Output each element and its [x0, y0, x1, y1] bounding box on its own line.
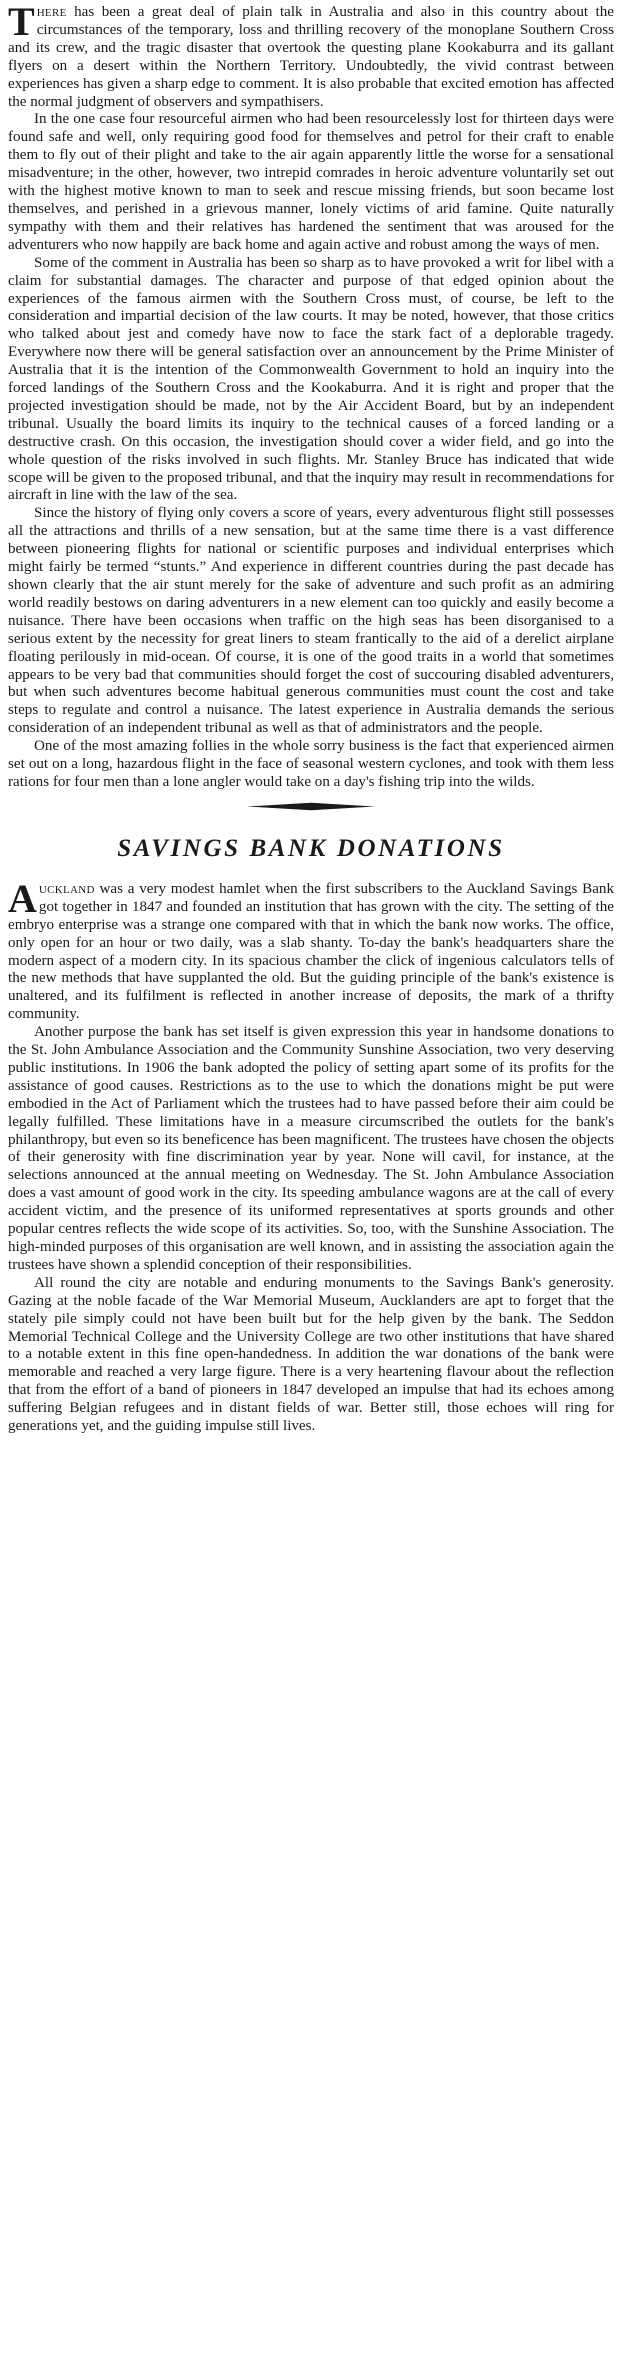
article-paragraph: All round the city are notable and enduring monuments to the Savings Bank's generosity. Gazing at the noble facade of the War Memorial Museum, Aucklanders are apt to forget that the stately pile simply could not have been built but for the help given by the bank. The Seddon Memorial Technical College and the University College are two other institutions that have shared to a notable extent in this fine open-handedness. In addition the war donations of the bank were memorable and reached a very large figure. There is a very heartening flavour about the reflection that from the effort of a band of pioneers in 1847 developed an impulse that had its echoes among suffering Belgian refugees and in distant fields of war. Better still, those echoes will ring for generations yet, and the guiding impulse still lives.: [8, 1274, 614, 1435]
paragraph-text: was a very modest hamlet when the first subscribers to the Auckland Savings Bank got together in 1847 and founded an institution that has grown with the city. The setting of the embryo enterprise was a strange one compared with that in which the bank now works. The office, only open for an hour or two daily, was a slab shanty. To-day the bank's headquarters share the modern aspect of a modern city. In its spacious chamber the click of ingenious calculators tells of the new methods that have supplanted the old. But the guiding principle of the bank's existence is unaltered, and its fulfilment is reflected in another increase of deposits, the mark of a thrifty community.: [8, 880, 614, 1023]
article-paragraph: Some of the comment in Australia has been so sharp as to have provoked a writ for libel with a claim for substantial damages. The character and purpose of that edged opinion about the experiences of the famous airmen with the Southern Cross must, of course, be left to the consideration and impartial decision of the law courts. It may be noted, however, that those critics who talked about jest and comedy have now to face the stark fact of a deplorable tragedy. Everywhere now there will be general satisfaction over an announcement by the Prime Minister of Australia that it is the intention of the Commonwealth Government to hold an inquiry into the forced landings of the Southern Cross and the Kookaburra. And it is right and proper that the projected investigation should be made, not by the Air Accident Board, but by an independent tribunal. Usually the board limits its inquiry to the technical causes of a forced landing or a destructive crash. On this occasion, the investigation should cover a wider field, and go into the whole question of the risks involved in such flights. Mr. Stanley Bruce has indicated that wide scope will be given to the proposed tribunal, and that the inquiry may result in recommendations for aircraft in line with the law of the sea.: [8, 254, 614, 504]
article-paragraph: [8, 0, 614, 111]
article-aviation-inquiry: [8, 0, 614, 792]
paragraph-text: has been a great deal of plain talk in Australia and also in this country about the circumstances of the temporary, loss and thrilling recovery of the monoplane Southern Cross and its crew, and the tragic disaster that overtook the questing plane Kookaburra and its gallant flyers on a desert within the Northern Territory. Undoubtedly, the vivid contrast between experiences has given a sharp edge to comment. It is also probable that excited emotion has affected the normal judgment of observers and sympathisers.: [8, 4, 614, 110]
article-paragraph: Another purpose the bank has set itself is given expression this year in handsome donations to the St. John Ambulance Association and the Community Sunshine Association, two very deserving public institutions. In 1906 the bank adopted the policy of setting apart some of its profits for the assistance of good causes. Restrictions as to the use to which the donations might be put were embodied in the Act of Parliament which the trustees had to have passed before their aim could be legally fulfilled. These limitations have in a measure circumscribed the outlets for the bank's philanthropy, but even so its beneficence has been magnificent. The trustees have chosen the objects of their generosity with fine discrimination year by year. None will cavil, for instance, at the selections announced at the annual meeting on Wednesday. The St. John Ambulance Association does a vast amount of good work in the city. Its speeding ambulance wagons are at the call of every accident victim, and the presence of its uniformed representatives at sports grounds and other popular centres reflects the wide scope of its activities. So, too, with the Sunshine Association. The high-minded purposes of this organisation are well known, and in assisting the association again the trustees have shown a splendid conception of their responsibilities.: [8, 1024, 614, 1273]
article-paragraph: [8, 875, 614, 1024]
article-savings-bank: [8, 875, 614, 1436]
section-divider-ornament: [247, 802, 375, 811]
article-paragraph: In the one case four resourceful airmen who had been resourcelessly lost for thirteen days were found safe and well, only requiring good food for themselves and petrol for their craft to enable them to fly out of their plight and take to the air again apparently little the worse for a sensational misadventure; in the other, however, two intrepid comrades in heroic adventure voluntarily set out with the highest motive known to man to seek and rescue missing friends, but soon became lost themselves, and perished in a grievous manner, lonely victims of arid famine. Quite naturally sympathy with them and their relatives has hardened the sentiment that was aroused for the adventurers who now happily are back home and again active and robust among the ways of men.: [8, 111, 614, 253]
article-headline: SAVINGS BANK DONATIONS: [117, 834, 505, 862]
lead-in-caps: here: [36, 4, 67, 20]
lead-in-caps: uckland: [38, 880, 95, 897]
article-paragraph: Since the history of flying only covers a score of years, every adventurous flight still possesses all the attractions and thrills of a new sensation, but at the same time there is a vast difference between pioneering flights for national or scientific purposes and individual enterprises which might fairly be termed “stunts.” And experience in different countries during the past decade has shown clearly that the air stunt merely for the sake of adventure and such profit as an admiring world readily bestows on daring adventurers in a new element can too quickly and easily become a nuisance. There have been occasions when traffic on the high seas has been disorganised to a serious extent by the necessity for great liners to steam frantically to the aid of a derelict airplane floating perilously in mid-ocean. Of course, it is one of the good traits in a world that sometimes appears to be very bad that communities should forget the cost of succouring disabled adventurers, but when such adventures become habitual generous communities must count the cost and take steps to regulate and control a nuisance. The latest experience in Australia demands the serious consideration of an independent tribunal as well as that of administrators and the people.: [8, 505, 614, 737]
drop-cap: A: [8, 875, 37, 921]
article-paragraph: One of the most amazing follies in the whole sorry business is the fact that experienced airmen set out on a long, hazardous flight in the face of seasonal western cyclones, and took with them less rations for four men than a lone angler would take on a day's fishing trip into the wilds.: [8, 738, 614, 790]
drop-cap: T: [8, 0, 35, 44]
